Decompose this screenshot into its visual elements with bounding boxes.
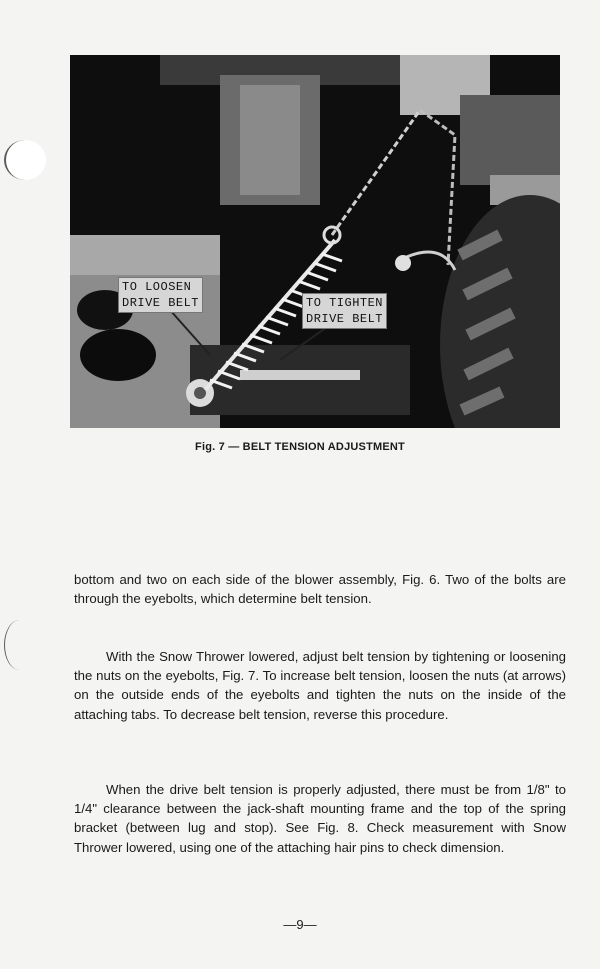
- loosen-label-line-1: TO LOOSEN: [122, 280, 192, 294]
- tighten-label-line-2: DRIVE BELT: [306, 312, 384, 326]
- loosen-label-line-2: DRIVE BELT: [122, 296, 200, 310]
- page-number: —9—: [283, 917, 317, 932]
- loosen-label: [118, 277, 203, 313]
- paragraph-3: When the drive belt tension is properly adjusted, there must be from 1/8" to 1/4" clearance between the jack-shaft mounting frame and the top of the spring bracket (between lug and stop). See Fig. 8. Check measurement with Snow Thrower lowered, using one of the attaching hair pins to check dimension.: [74, 782, 566, 855]
- binder-hole-bottom: [4, 620, 35, 670]
- figure-photo: [70, 55, 560, 428]
- binder-hole-top: [4, 140, 46, 180]
- paragraph-2: With the Snow Thrower lowered, adjust belt tension by tightening or loosening the nuts on the eyebolts, Fig. 7. To increase belt tension, loosen the nuts (at arrows) on the outside ends of the eyebolts and tighten the nuts on the inside of the attaching tabs. To decrease belt tension, reverse this procedure.: [74, 649, 566, 722]
- belt-tension-photo: [70, 55, 560, 428]
- paragraph-1: bottom and two on each side of the blower assembly, Fig. 6. Two of the bolts are through the eyebolts, which determine belt tension.: [74, 572, 566, 607]
- tighten-label: [302, 293, 387, 329]
- tighten-label-line-1: TO TIGHTEN: [306, 296, 384, 310]
- figure-caption: Fig. 7 — BELT TENSION ADJUSTMENT: [195, 441, 405, 453]
